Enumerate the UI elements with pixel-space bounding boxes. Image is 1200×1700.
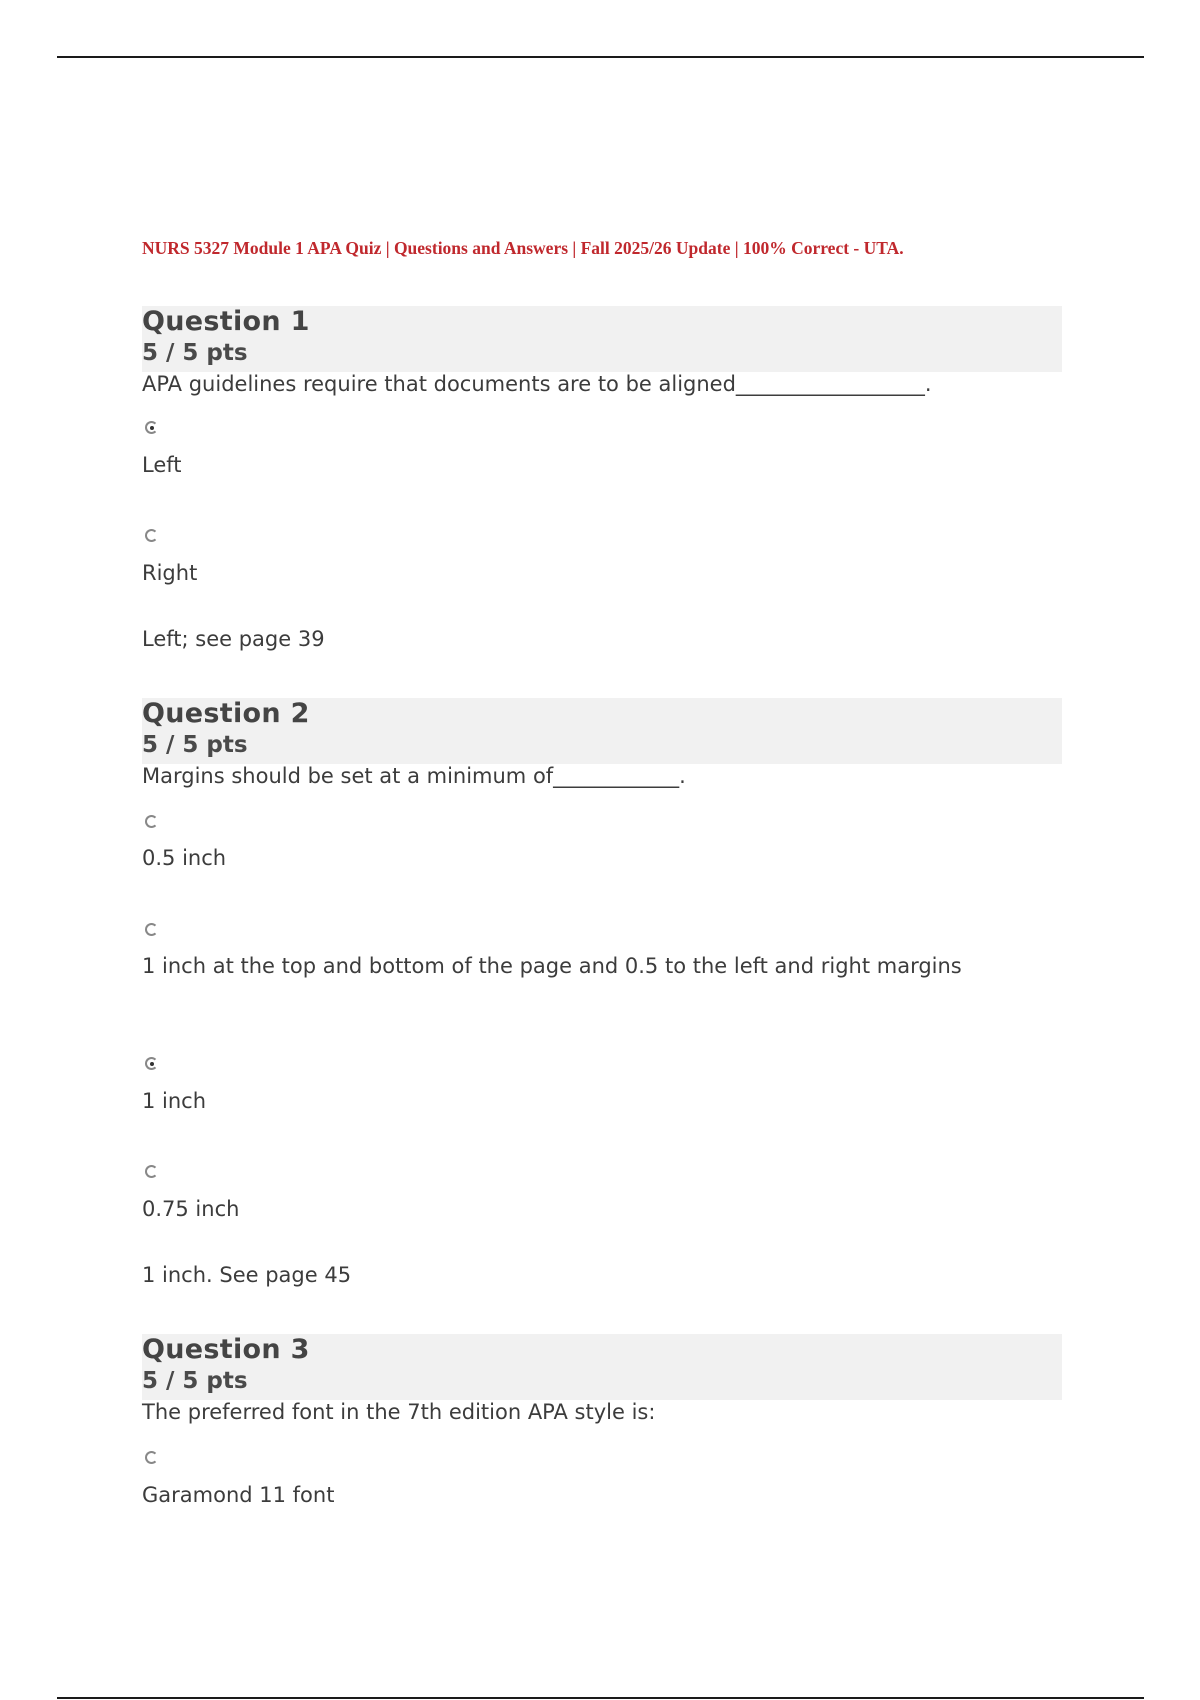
document-title: NURS 5327 Module 1 APA Quiz | Questions and Answers | Fall 2025/26 Update | 100% Correct - UTA.	[142, 238, 904, 258]
radio-q2-option-1[interactable]	[145, 815, 158, 828]
q1-option-1-label: Left	[142, 453, 182, 477]
question-2-title: Question 2	[142, 698, 310, 729]
question-2-text: Margins should be set at a minimum of____________.	[142, 764, 686, 788]
question-2-explanation: 1 inch. See page 45	[142, 1263, 352, 1287]
q3-option-1-label: Garamond 11 font	[142, 1483, 335, 1507]
question-1-points: 5 / 5 pts	[142, 340, 248, 366]
question-1-title: Question 1	[142, 306, 310, 337]
question-3-title: Question 3	[142, 1334, 310, 1365]
q2-option-4-label: 0.75 inch	[142, 1197, 240, 1221]
question-3-text: The preferred font in the 7th edition APA style is:	[142, 1400, 656, 1424]
radio-q2-option-4[interactable]	[145, 1165, 158, 1178]
radio-q1-option-1[interactable]	[145, 421, 158, 434]
top-rule	[57, 56, 1144, 58]
q2-option-3-label: 1 inch	[142, 1089, 207, 1113]
question-1-explanation: Left; see page 39	[142, 627, 325, 651]
q2-option-1-label: 0.5 inch	[142, 846, 227, 870]
bottom-rule	[57, 1697, 1144, 1699]
question-1-text: APA guidelines require that documents are to be aligned__________________.	[142, 372, 932, 396]
question-2-points: 5 / 5 pts	[142, 732, 248, 758]
question-3-points: 5 / 5 pts	[142, 1368, 248, 1394]
radio-q2-option-3[interactable]	[145, 1057, 158, 1070]
q2-option-2-label: 1 inch at the top and bottom of the page and 0.5 to the left and right margins	[142, 954, 962, 978]
q1-option-2-label: Right	[142, 561, 198, 585]
radio-q1-option-2[interactable]	[145, 529, 158, 542]
radio-q3-option-1[interactable]	[145, 1451, 158, 1464]
radio-q2-option-2[interactable]	[145, 923, 158, 936]
